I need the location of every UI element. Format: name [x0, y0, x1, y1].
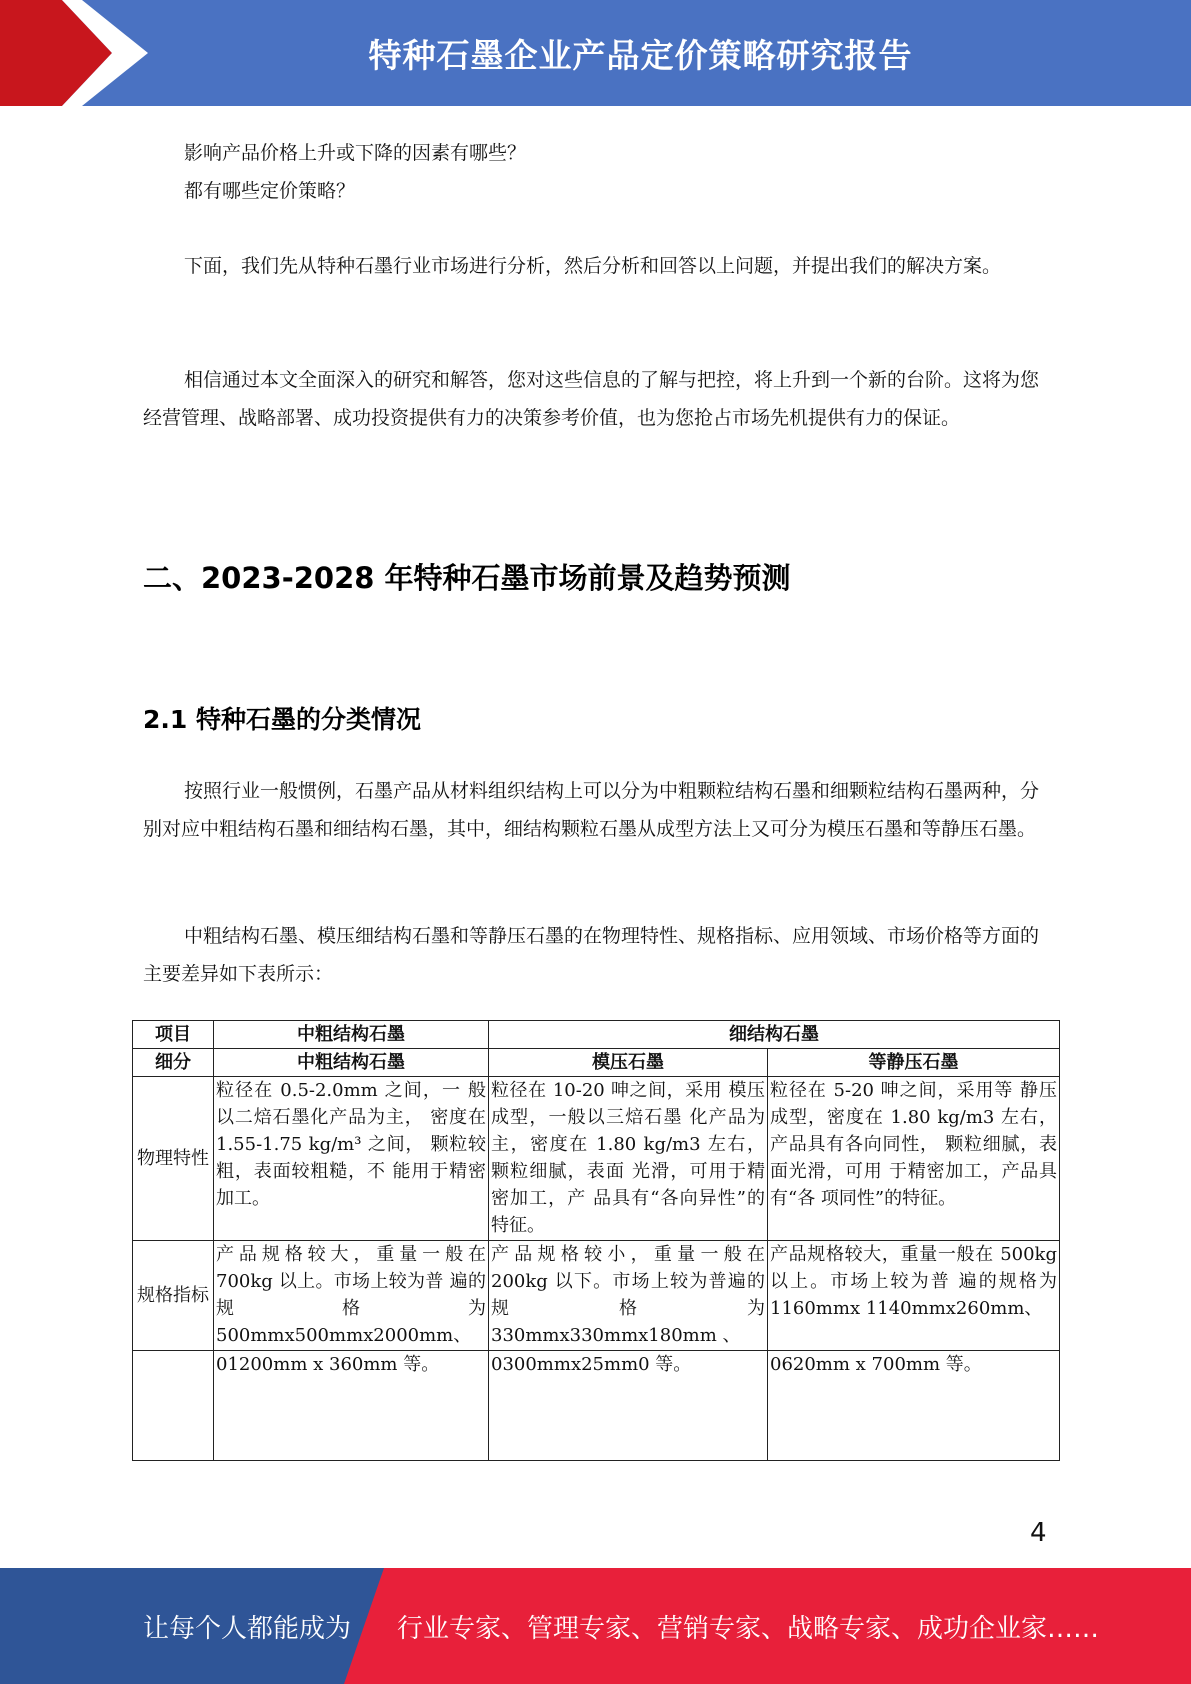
- page-header: [0, 0, 1191, 110]
- cell-physical-coarse: 粒径在 0.5-2.0mm 之间，一 般以二焙石墨化产品为主， 密度在 1.55-1.75 kg/m³ 之间， 颗粒较粗，表面较粗糙，不 能用于精密加工。: [214, 1077, 489, 1241]
- subheader-isostatic: 等静压石墨: [768, 1049, 1060, 1077]
- intro-question-1: 影响产品价格上升或下降的因素有哪些？: [184, 142, 527, 164]
- subsection-paragraph-2-wrapper: [143, 917, 1048, 993]
- footer-slogan-left: 让每个人都能成为: [143, 1613, 352, 1644]
- cell-specs-isostatic: 产品规格较大，重量一般在 500kg 以上。市场上较为普 遍的规格为 1160mmx 1140mmx260mm、: [768, 1241, 1060, 1351]
- header-fine: 细结构石墨: [489, 1021, 1060, 1049]
- row-label-specs: 规格指标: [133, 1241, 214, 1351]
- cell-physical-molded: 粒径在 10-20 呻之间，采用 模压成型，一般以三焙石墨 化产品为主，密度在 1.80 kg/m3 左右，颗粒细腻，表面 光滑，可用于精密加工，产 品具有“各向异性”的特征。: [489, 1077, 768, 1241]
- table-row: [133, 1077, 1060, 1241]
- cell-cont-isostatic: 0620mm x 700mm 等。: [768, 1351, 1060, 1461]
- header-item: 项目: [133, 1021, 214, 1049]
- subsection-paragraph-2: 中粗结构石墨、模压细结构石墨和等静压石墨的在物理特性、规格指标、应用领域、市场价格等方面的主要差异如下表所示：: [143, 925, 1040, 985]
- subheader-coarse: 中粗结构石墨: [214, 1049, 489, 1077]
- subheader-label: 细分: [133, 1049, 214, 1077]
- header-title: 特种石墨企业产品定价策略研究报告: [368, 35, 913, 75]
- intro-paragraph-1: 下面，我们先从特种石墨行业市场进行分析，然后分析和回答以上问题，并提出我们的解决方案。: [184, 255, 1002, 277]
- header-coarse: 中粗结构石墨: [214, 1021, 489, 1049]
- table-row: [133, 1241, 1060, 1351]
- cell-specs-coarse: 产品规格较大，重量一般在 700kg 以上。市场上较为普 遍的规格为 500mmx500mmx2000mm、: [214, 1241, 489, 1351]
- table-subheader-row: [133, 1049, 1060, 1077]
- header-divider: [0, 106, 1191, 110]
- cell-specs-molded: 产品规格较小，重量一般在 200kg 以下。市场上较为普遍的规格为 330mmx330mmx180mm 、: [489, 1241, 768, 1351]
- footer-slogan-right: 行业专家、管理专家、营销专家、战略专家、成功企业家……: [397, 1613, 1100, 1644]
- cell-physical-isostatic: 粒径在 5-20 呻之间，采用等 静压成型，密度在 1.80 kg/m3 左右，产品具有各向同性， 颗粒细腻，表面光滑，可用 于精密加工，产品具有“各 项同性”的特征。: [768, 1077, 1060, 1241]
- subsection-heading: 2.1 特种石墨的分类情况: [143, 705, 421, 734]
- intro-questions: [143, 134, 1048, 210]
- subsection-paragraph-1-wrapper: [143, 772, 1048, 848]
- table-header-row: [133, 1021, 1060, 1049]
- subheader-molded: 模压石墨: [489, 1049, 768, 1077]
- row-label-physical: 物理特性: [133, 1077, 214, 1241]
- section-heading: 二、2023-2028 年特种石墨市场前景及趋势预测: [143, 561, 791, 595]
- subsection-paragraph-1: 按照行业一般惯例，石墨产品从材料组织结构上可以分为中粗颗粒结构石墨和细颗粒结构石墨两种，分别对应中粗结构石墨和细结构石墨，其中，细结构颗粒石墨从成型方法上又可分为模压石墨和等静压石墨。: [143, 780, 1040, 840]
- page-number: 4: [1030, 1518, 1047, 1548]
- intro-paragraph-2: 相信通过本文全面深入的研究和解答，您对这些信息的了解与把控，将上升到一个新的台阶。这将为您经营管理、战略部署、成功投资提供有力的决策参考价值，也为您抢占市场先机提供有力的保证。: [143, 369, 1040, 429]
- intro-paragraph-2-wrapper: [143, 361, 1048, 437]
- cell-cont-molded: 0300mmx25mm0 等。: [489, 1351, 768, 1461]
- table-row: [133, 1351, 1060, 1461]
- intro-question-2: 都有哪些定价策略？: [184, 180, 356, 202]
- page-footer: [0, 1568, 1191, 1684]
- row-label-continued: [133, 1351, 214, 1461]
- intro-paragraph-1-wrapper: [143, 247, 1048, 285]
- graphite-comparison-table: [132, 1020, 1060, 1461]
- cell-cont-coarse: 01200mm x 360mm 等。: [214, 1351, 489, 1461]
